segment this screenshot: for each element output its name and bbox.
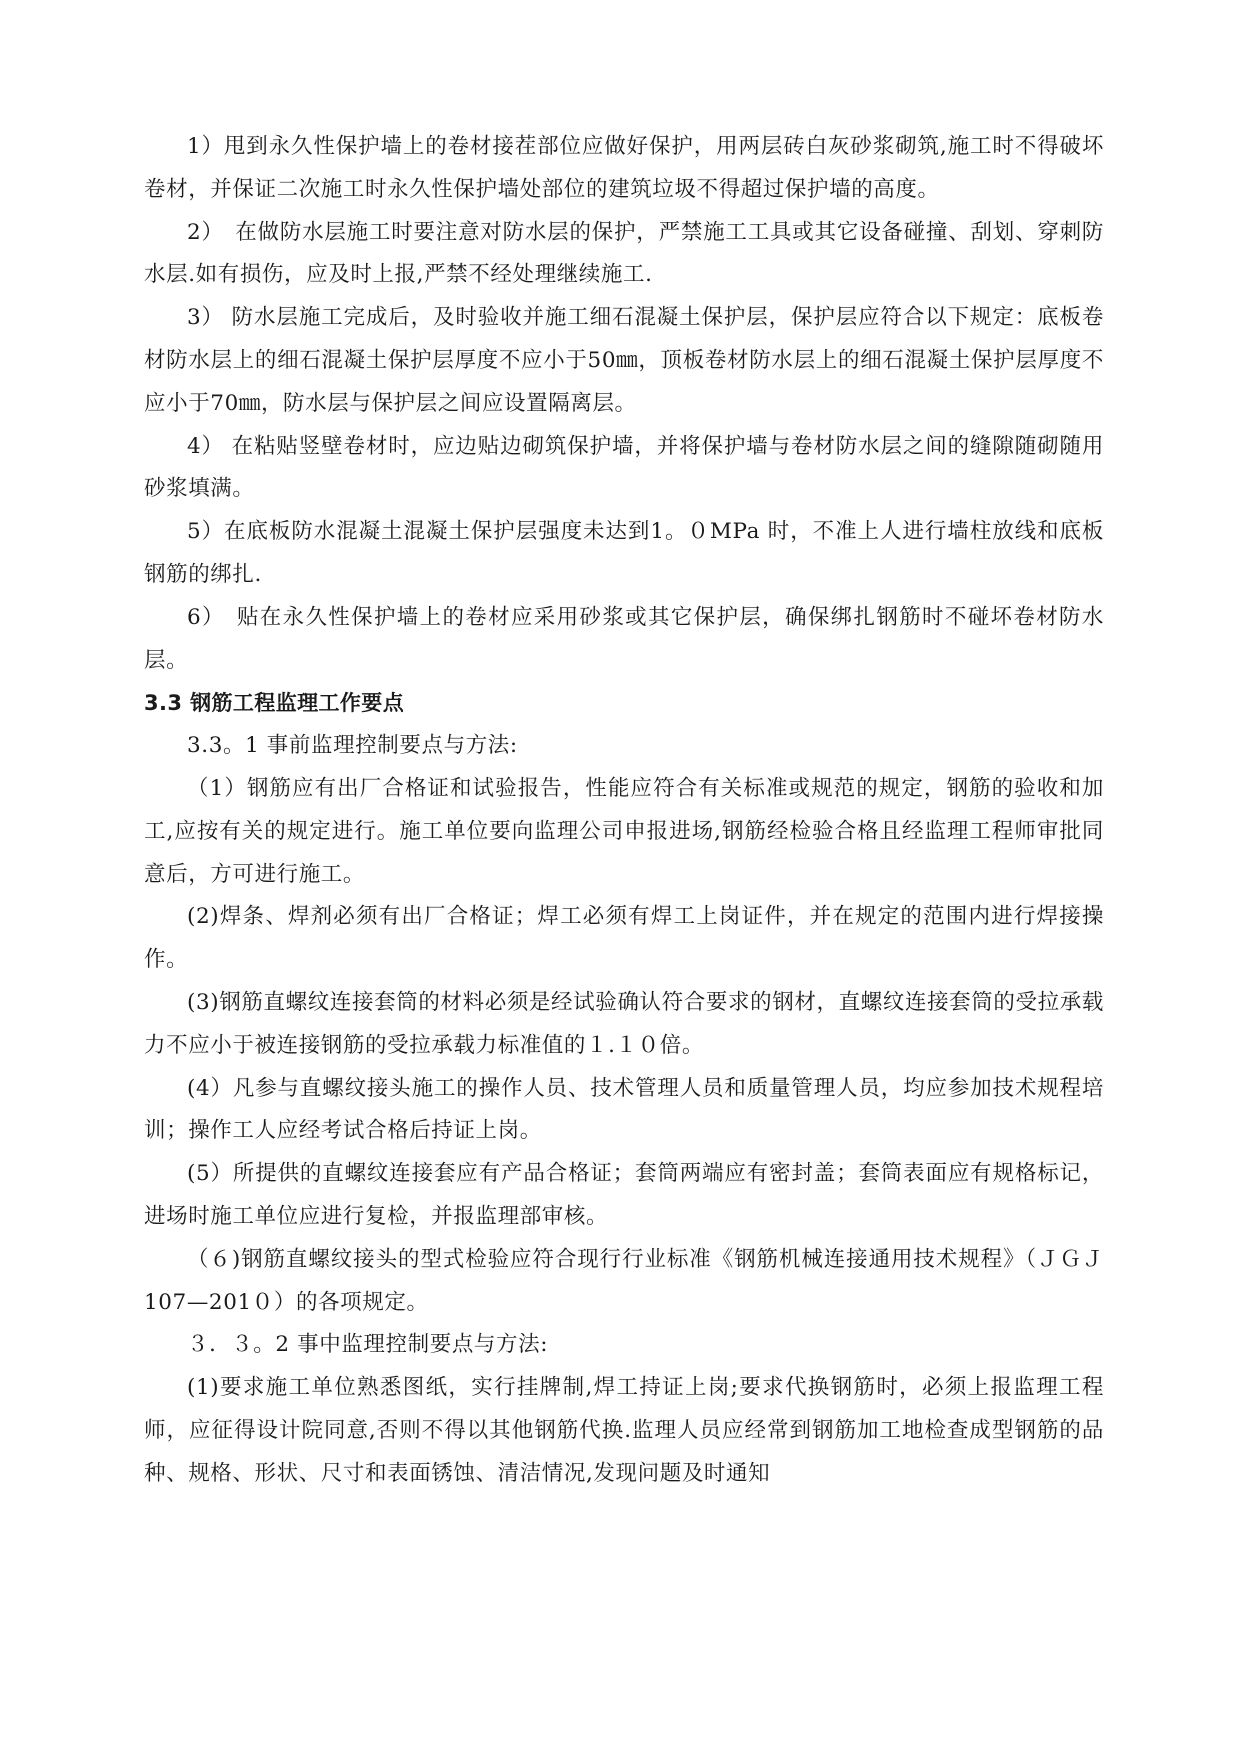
- paragraph-threaded-sleeve-material: (3)钢筋直螺纹连接套筒的材料必须是经试验确认符合要求的钢材，直螺纹连接套筒的受拉承载力不应小于被连接钢筋的受拉承载力标准值的１.１０倍。: [144, 989, 1104, 1058]
- paragraph-operator-training: (4）凡参与直螺纹接头施工的操作人员、技术管理人员和质量管理人员，均应参加技术规程培训；操作工人应经考试合格后持证上岗。: [144, 1075, 1104, 1144]
- paragraph-welding-materials: (2)焊条、焊剂必须有出厂合格证；焊工必须有焊工上岗证件，并在规定的范围内进行焊接操作。: [144, 904, 1104, 973]
- paragraph-strength-requirement: 5）在底板防水混凝土混凝土保护层强度未达到1。０MPa 时，不准上人进行墙柱放线和底板钢筋的绑扎.: [144, 519, 1104, 587]
- paragraph-vertical-membrane: 4） 在粘贴竖壁卷材时，应边贴边砌筑保护墙，并将保护墙与卷材防水层之间的缝隙随砌随用砂浆填满。: [144, 433, 1104, 502]
- section-heading: 3.3 钢筋工程监理工作要点: [144, 691, 405, 716]
- paragraph-protective-concrete-layer: 3） 防水层施工完成后，及时验收并施工细石混凝土保护层，保护层应符合以下规定：底板卷材防水层上的细石混凝土保护层厚度不应小于50㎜，顶板卷材防水层上的细石混凝土保护层厚度不应小于70㎜，防水层与保护层之间应设置隔离层。: [144, 305, 1104, 416]
- paragraph-rebar-certificate: （1）钢筋应有出厂合格证和试验报告，性能应符合有关标准或规范的规定，钢筋的验收和加工,应按有关的规定进行。施工单位要向监理公司申报进场,钢筋经检验合格且经监理工程师审批同意后，方可进行施工。: [144, 775, 1104, 887]
- paragraph-protect-membrane-joint: 1）甩到永久性保护墙上的卷材接茬部位应做好保护，用两层砖白灰砂浆砌筑,施工时不得破坏卷材，并保证二次施工时永久性保护墙处部位的建筑垃圾不得超过保护墙的高度。: [144, 134, 1104, 202]
- subsection-heading-in-process-control: ３．３。2 事中监理控制要点与方法:: [187, 1332, 549, 1358]
- paragraph-type-inspection: （６)钢筋直螺纹接头的型式检验应符合现行行业标准《钢筋机械连接通用技术规程》（ＪＧＪ107—201０）的各项规定。: [144, 1246, 1104, 1315]
- document-page: [144, 126, 1104, 1496]
- paragraph-protect-waterproof-layer: 2） 在做防水层施工时要注意对防水层的保护，严禁施工工具或其它设备碰撞、刮划、穿刺防水层.如有损伤，应及时上报,严禁不经处理继续施工.: [144, 219, 1104, 288]
- paragraph-permanent-wall-membrane: 6） 贴在永久性保护墙上的卷材应采用砂浆或其它保护层，确保绑扎钢筋时不碰坏卷材防水层。: [144, 604, 1104, 673]
- paragraph-sleeve-certificate: (5）所提供的直螺纹连接套应有产品合格证；套筒两端应有密封盖；套筒表面应有规格标记，进场时施工单位应进行复检，并报监理部审核。: [144, 1161, 1104, 1229]
- subsection-heading-pre-control: 3.3。1 事前监理控制要点与方法:: [187, 733, 518, 759]
- paragraph-drawings-and-substitution: (1)要求施工单位熟悉图纸，实行挂牌制,焊工持证上岗;要求代换钢筋时，必须上报监理工程师，应征得设计院同意,否则不得以其他钢筋代换.监理人员应经常到钢筋加工地检查成型钢筋的品种、规格、形状、尺寸和表面锈蚀、清洁情况,发现问题及时通知: [144, 1375, 1104, 1486]
